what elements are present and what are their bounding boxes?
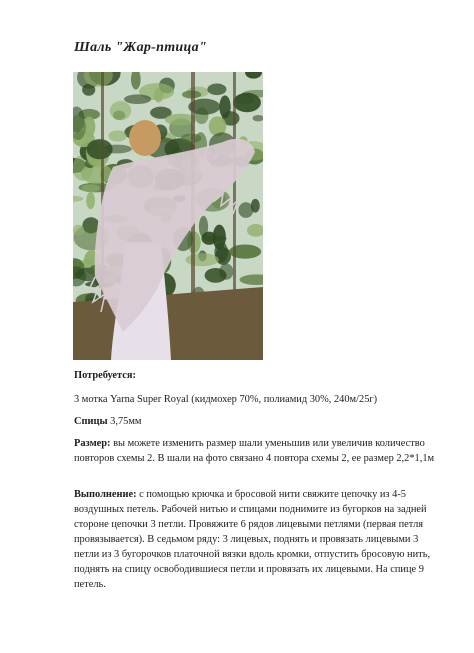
leaf-cluster — [213, 225, 226, 250]
yarn-line: 3 мотка Yarna Super Royal (кидмохер 70%, полиамид 30%, 240м/25г) — [74, 394, 378, 405]
size-paragraph — [74, 436, 442, 466]
leaf-cluster — [199, 216, 208, 238]
needles-value: 3,75мм — [107, 416, 142, 427]
leaf-cluster — [86, 192, 95, 209]
leaf-cluster — [207, 84, 226, 96]
needles-line — [74, 414, 442, 429]
tree-trunk — [233, 72, 236, 312]
leaf-cluster — [87, 139, 113, 159]
method-label: Выполнение: — [74, 489, 137, 500]
leaf-cluster — [108, 130, 126, 141]
leaf-cluster — [185, 253, 219, 266]
method-paragraph — [74, 487, 442, 592]
size-text: вы можете изменить размер шали уменьшив или увеличив количество повторов схемы 2. В шали на фото связано 4 повтора схемы 2, ее размер 2,2*1,1м — [74, 438, 435, 464]
leaf-cluster — [81, 184, 100, 192]
needles-label: Спицы — [74, 416, 108, 427]
leaf-cluster — [238, 202, 253, 218]
materials-heading: Потребуется: — [74, 370, 136, 381]
leaf-cluster — [233, 93, 261, 112]
leaf-cluster — [219, 95, 230, 118]
hair — [129, 120, 161, 156]
method-text: с помощью крючка и бросовой нити свяжите цепочку из 4-5 воздушных петель. Рабочей нитью и спицами поднимите из бугорков на задней стороне цепочки 3 петли. Провяжите 6 рядов лицевыми петлями (первая петля провязывается). В седьмом ряду: 3 лицевых, поднять и провязать лицевыми 3 петли из 3 бугорочков платочной вязки вдоль кромки, отпустить бросовую нить, поднять на спицу освободившиеся петли и провязать их лицевыми. На спице 9 петель. — [74, 489, 431, 590]
size-label: Размер: — [74, 438, 111, 449]
leaf-cluster — [124, 94, 151, 104]
leaf-cluster — [219, 264, 233, 280]
page-title: Шаль "Жар-птица" — [74, 40, 207, 55]
shawl-photo — [73, 72, 263, 360]
leaf-cluster — [110, 101, 131, 120]
photo-illustration — [73, 72, 263, 360]
